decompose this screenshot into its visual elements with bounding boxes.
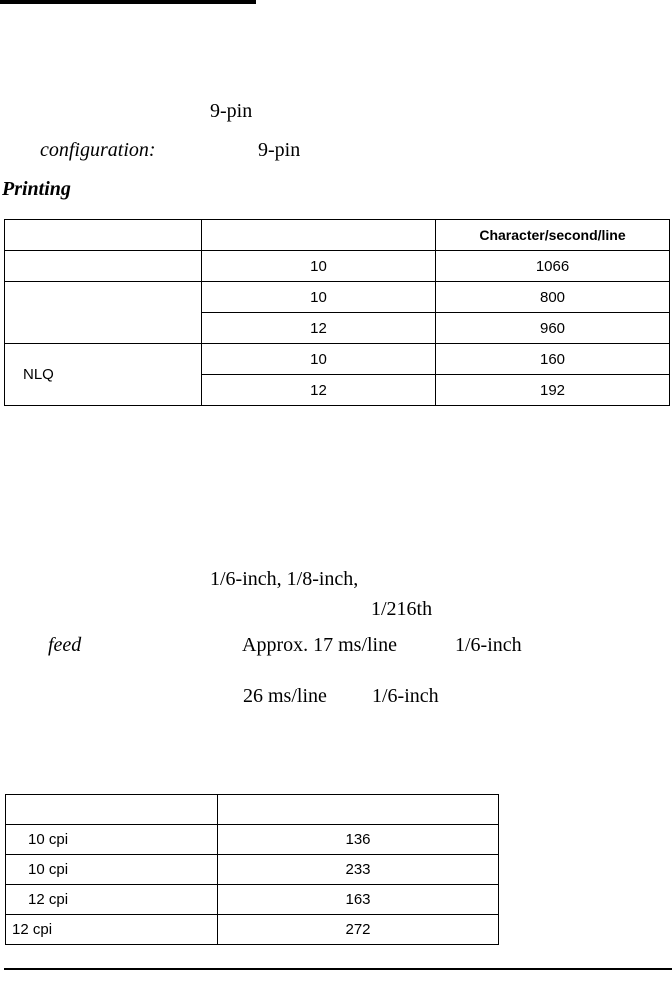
cpi-cell: 10 (202, 282, 436, 313)
configuration-value: 9-pin (258, 139, 301, 161)
speed-cell: 160 (436, 344, 670, 375)
printing-heading: Printing (2, 178, 71, 200)
header-cell-pitch (202, 220, 436, 251)
cpi-cell: 10 (202, 251, 436, 282)
print-speed-table (4, 219, 670, 406)
pitch-cell: 10 cpi (6, 825, 218, 855)
top-rule (0, 0, 256, 4)
header-cell-columns (218, 795, 499, 825)
table-row (5, 282, 670, 313)
table-header-row (5, 220, 670, 251)
feed-speed-2: 26 ms/line (243, 685, 327, 707)
cpi-cell: 12 (202, 375, 436, 406)
header-cell-mode (5, 220, 202, 251)
pin-text-1: 9-pin (210, 100, 253, 122)
cpi-cell: 12 (202, 313, 436, 344)
feed-speed-1-unit: 1/6-inch (455, 634, 522, 656)
header-cell-pitch (6, 795, 218, 825)
columns-cell: 136 (218, 825, 499, 855)
pitch-cell: 12 cpi (6, 885, 218, 915)
header-cell-speed: Character/second/line (436, 220, 670, 251)
mode-cell (5, 282, 202, 344)
speed-cell: 800 (436, 282, 670, 313)
table-row (6, 855, 499, 885)
speed-cell: 960 (436, 313, 670, 344)
feed-speed-2-unit: 1/6-inch (372, 685, 439, 707)
table-header-row (6, 795, 499, 825)
speed-cell: 192 (436, 375, 670, 406)
configuration-label: configuration: (40, 139, 156, 161)
mode-cell (5, 251, 202, 282)
bottom-rule (4, 968, 672, 970)
columns-cell: 163 (218, 885, 499, 915)
columns-cell: 272 (218, 915, 499, 945)
line-spacing-fine: 1/216th (371, 598, 433, 620)
line-spacing-values: 1/6-inch, 1/8-inch, (210, 568, 359, 590)
feed-label: feed (48, 634, 82, 656)
mode-cell: NLQ (5, 344, 202, 406)
pitch-cell: 10 cpi (6, 855, 218, 885)
table-row (5, 344, 670, 375)
table-row (6, 825, 499, 855)
table-row (6, 885, 499, 915)
columns-cell: 233 (218, 855, 499, 885)
feed-speed-1: Approx. 17 ms/line (242, 634, 397, 656)
pitch-cell: 12 cpi (6, 915, 218, 945)
table-row (6, 915, 499, 945)
table-row (5, 251, 670, 282)
speed-cell: 1066 (436, 251, 670, 282)
cpi-cell: 10 (202, 344, 436, 375)
columns-table (5, 794, 499, 945)
